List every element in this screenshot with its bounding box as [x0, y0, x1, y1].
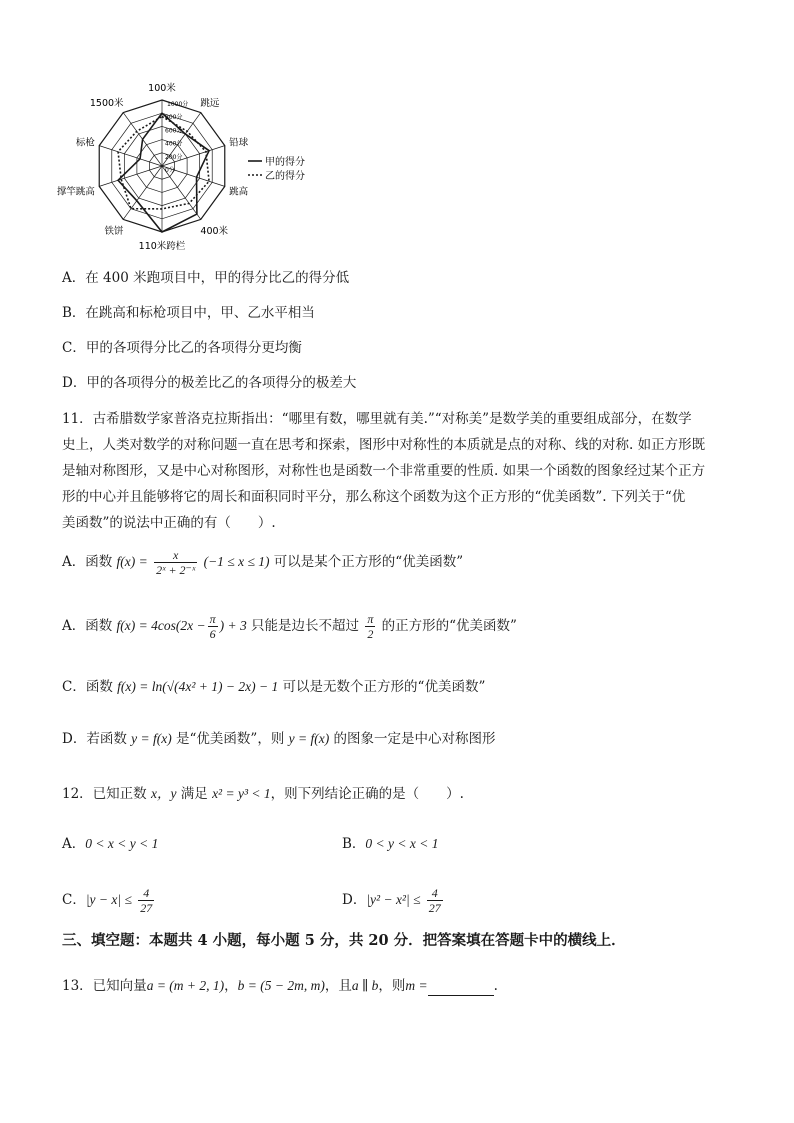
- q13-text: 13．已知向量: [62, 978, 147, 994]
- option-expr: |y − x| ≤: [85, 892, 132, 907]
- radar-axis-label: 铅球: [229, 137, 249, 149]
- fraction-denominator: 27: [140, 901, 153, 915]
- fraction-denominator: 27: [428, 901, 441, 915]
- option-text: 是“优美函数”，则: [176, 731, 285, 747]
- q11-stem-line: 形的中心并且能够将它的周长和面积同时平分，那么称这个函数为这个正方形的“优美函数”. 下列关于“优: [62, 489, 686, 505]
- vector-a: a = (m + 2, 1): [146, 978, 225, 993]
- radar-ring-label: 0分: [165, 167, 175, 174]
- radar-ring-label: 600分: [165, 127, 183, 135]
- radar-axis-label: 标枪: [75, 137, 95, 149]
- fraction-denominator: 2: [367, 627, 374, 641]
- vector-b: b = (5 − 2m, m): [237, 978, 325, 993]
- q11-option-b: [62, 612, 517, 641]
- option-label: A．: [62, 836, 86, 852]
- q13-text: .: [493, 978, 498, 994]
- option-text: 可以是无数个正方形的“优美函数”: [282, 679, 486, 695]
- stem-text: 12．已知正数: [62, 786, 147, 802]
- radar-axis-label: 1500米: [89, 98, 124, 110]
- q10-option-c: C．甲的各项得分比乙的各项得分更均衡: [62, 340, 302, 356]
- radar-axis-label: 撑竿跳高: [56, 186, 95, 198]
- stem-equation: x² = y³ < 1: [212, 786, 271, 801]
- function-expr: f(x) = 4cos: [116, 618, 176, 633]
- option-expr: |y² − x²| ≤: [366, 892, 421, 907]
- fraction: [208, 612, 218, 641]
- q13: [62, 976, 498, 996]
- radar-axis-label: 跳远: [200, 98, 220, 110]
- option-label: D．若函数: [62, 731, 127, 747]
- option-text: 可以是某个正方形的“优美函数”: [273, 554, 464, 570]
- fraction-numerator: 4: [427, 886, 443, 901]
- radar-axis-label: 铁饼: [104, 225, 124, 237]
- fraction-denominator: 6: [209, 627, 216, 641]
- q11-stem-line: 史上，人类对数学的对称问题一直在思考和探索，图形中对称性的本质就是点的对称、线的对称. 如正方形既: [62, 437, 706, 453]
- fraction: [138, 886, 154, 915]
- parallel-expr: a ∥ b: [351, 978, 379, 993]
- option-text: 的图象一定是中心对称图形: [333, 731, 496, 747]
- q12-option-c: [62, 886, 156, 915]
- option-label: A．函数: [62, 554, 113, 570]
- radar-axis-label: 跳高: [229, 186, 249, 198]
- option-text: 只能是边长不超过: [251, 618, 360, 634]
- legend-b-label: 乙的得分: [265, 171, 305, 182]
- radar-ring-label: 800分: [165, 114, 183, 122]
- radar-axis-label: 400米: [200, 225, 229, 237]
- stem-text: 满足: [180, 786, 208, 802]
- fraction: [365, 612, 375, 641]
- q10-option-d: D．甲的各项得分的极差比乙的各项得分的极差大: [62, 375, 357, 391]
- function-expr: f(x) = ln(√(4x² + 1) − 2x) − 1: [117, 679, 279, 694]
- stem-text: ，则下列结论正确的是（ ）.: [270, 786, 464, 802]
- radar-chart: [56, 83, 332, 252]
- option-expr: 0 < y < x < 1: [365, 836, 439, 851]
- section-heading: 三、填空题：本题共 4 小题，每小题 5 分，共 20 分．把答案填在答题卡中的横线上．: [62, 932, 626, 949]
- q11-stem-line: 美函数”的说法中正确的有（ ）.: [62, 515, 276, 531]
- radar-axis-labels: [57, 82, 249, 252]
- radar-ring-label: 400分: [165, 140, 183, 148]
- q11-stem: [62, 406, 734, 536]
- function-expr: y = f(x): [288, 731, 330, 746]
- stem-vars: x，y: [150, 786, 177, 801]
- q13-text: ，且: [324, 978, 352, 994]
- fraction-numerator: π: [367, 612, 374, 626]
- fraction: [154, 548, 197, 577]
- series-a-line: [118, 113, 209, 232]
- q12-option-a: [62, 834, 158, 854]
- radar-legend: [248, 155, 305, 182]
- q11-option-c: [62, 677, 485, 697]
- q12-option-b: [342, 834, 439, 854]
- q13-text: ，: [224, 978, 238, 994]
- m-expr: m =: [405, 978, 428, 993]
- q12-option-d: [342, 886, 445, 915]
- domain-expr: (−1 ≤ x ≤ 1): [203, 554, 270, 569]
- q10-option-a: A．在 400 米跑项目中，甲的得分比乙的得分低: [62, 270, 350, 286]
- radar-spoke: [162, 166, 201, 219]
- option-expr: 0 < x < y < 1: [85, 836, 159, 851]
- q11-option-d: [62, 729, 496, 749]
- q11-stem-line: 11．古希腊数学家普洛克拉斯指出：“哪里有数，哪里就有美.”“对称美”是数学美的重要组成部分，在数学: [62, 411, 692, 427]
- fraction-numerator: x: [154, 548, 197, 563]
- fraction-denominator: 2ˣ + 2⁻ˣ: [156, 563, 196, 577]
- radar-grid: [99, 100, 225, 232]
- radar-ring-label: 1000分: [167, 101, 189, 108]
- radar-ring-labels: [165, 100, 188, 174]
- q10-option-b: B．在跳高和标枪项目中，甲、乙水平相当: [62, 305, 315, 321]
- function-expr: f(x) =: [116, 554, 148, 569]
- radar-axis-label: 110米跨栏: [138, 241, 186, 252]
- option-label: C．: [62, 892, 86, 908]
- legend-a-label: 甲的得分: [265, 157, 305, 168]
- option-label: B．: [342, 836, 366, 852]
- answer-blank[interactable]: [428, 981, 494, 996]
- q13-text: ，则: [378, 978, 406, 994]
- q11-stem-line: 是轴对称图形，又是中心对称图形，对称性也是函数一个非常重要的性质. 如果一个函数的图象经过某个正方: [62, 463, 706, 479]
- function-expr: y = f(x): [131, 731, 172, 746]
- fraction-numerator: 4: [138, 886, 154, 901]
- option-text: 的正方形的“优美函数”: [381, 618, 517, 634]
- radar-series: [118, 113, 209, 232]
- radar-axis-label: 100米: [148, 83, 176, 94]
- function-arg: ) + 3: [219, 618, 247, 633]
- fraction: [427, 886, 443, 915]
- radar-spoke: [99, 146, 162, 166]
- fraction-numerator: π: [209, 612, 216, 626]
- q11-option-a: [62, 548, 463, 577]
- q12-stem: [62, 784, 464, 804]
- function-arg: (2x −: [175, 618, 206, 633]
- option-label: C．函数: [62, 679, 113, 695]
- option-label: A．函数: [62, 618, 113, 634]
- radar-ring-label: 200分: [165, 153, 183, 161]
- option-label: D．: [342, 892, 367, 908]
